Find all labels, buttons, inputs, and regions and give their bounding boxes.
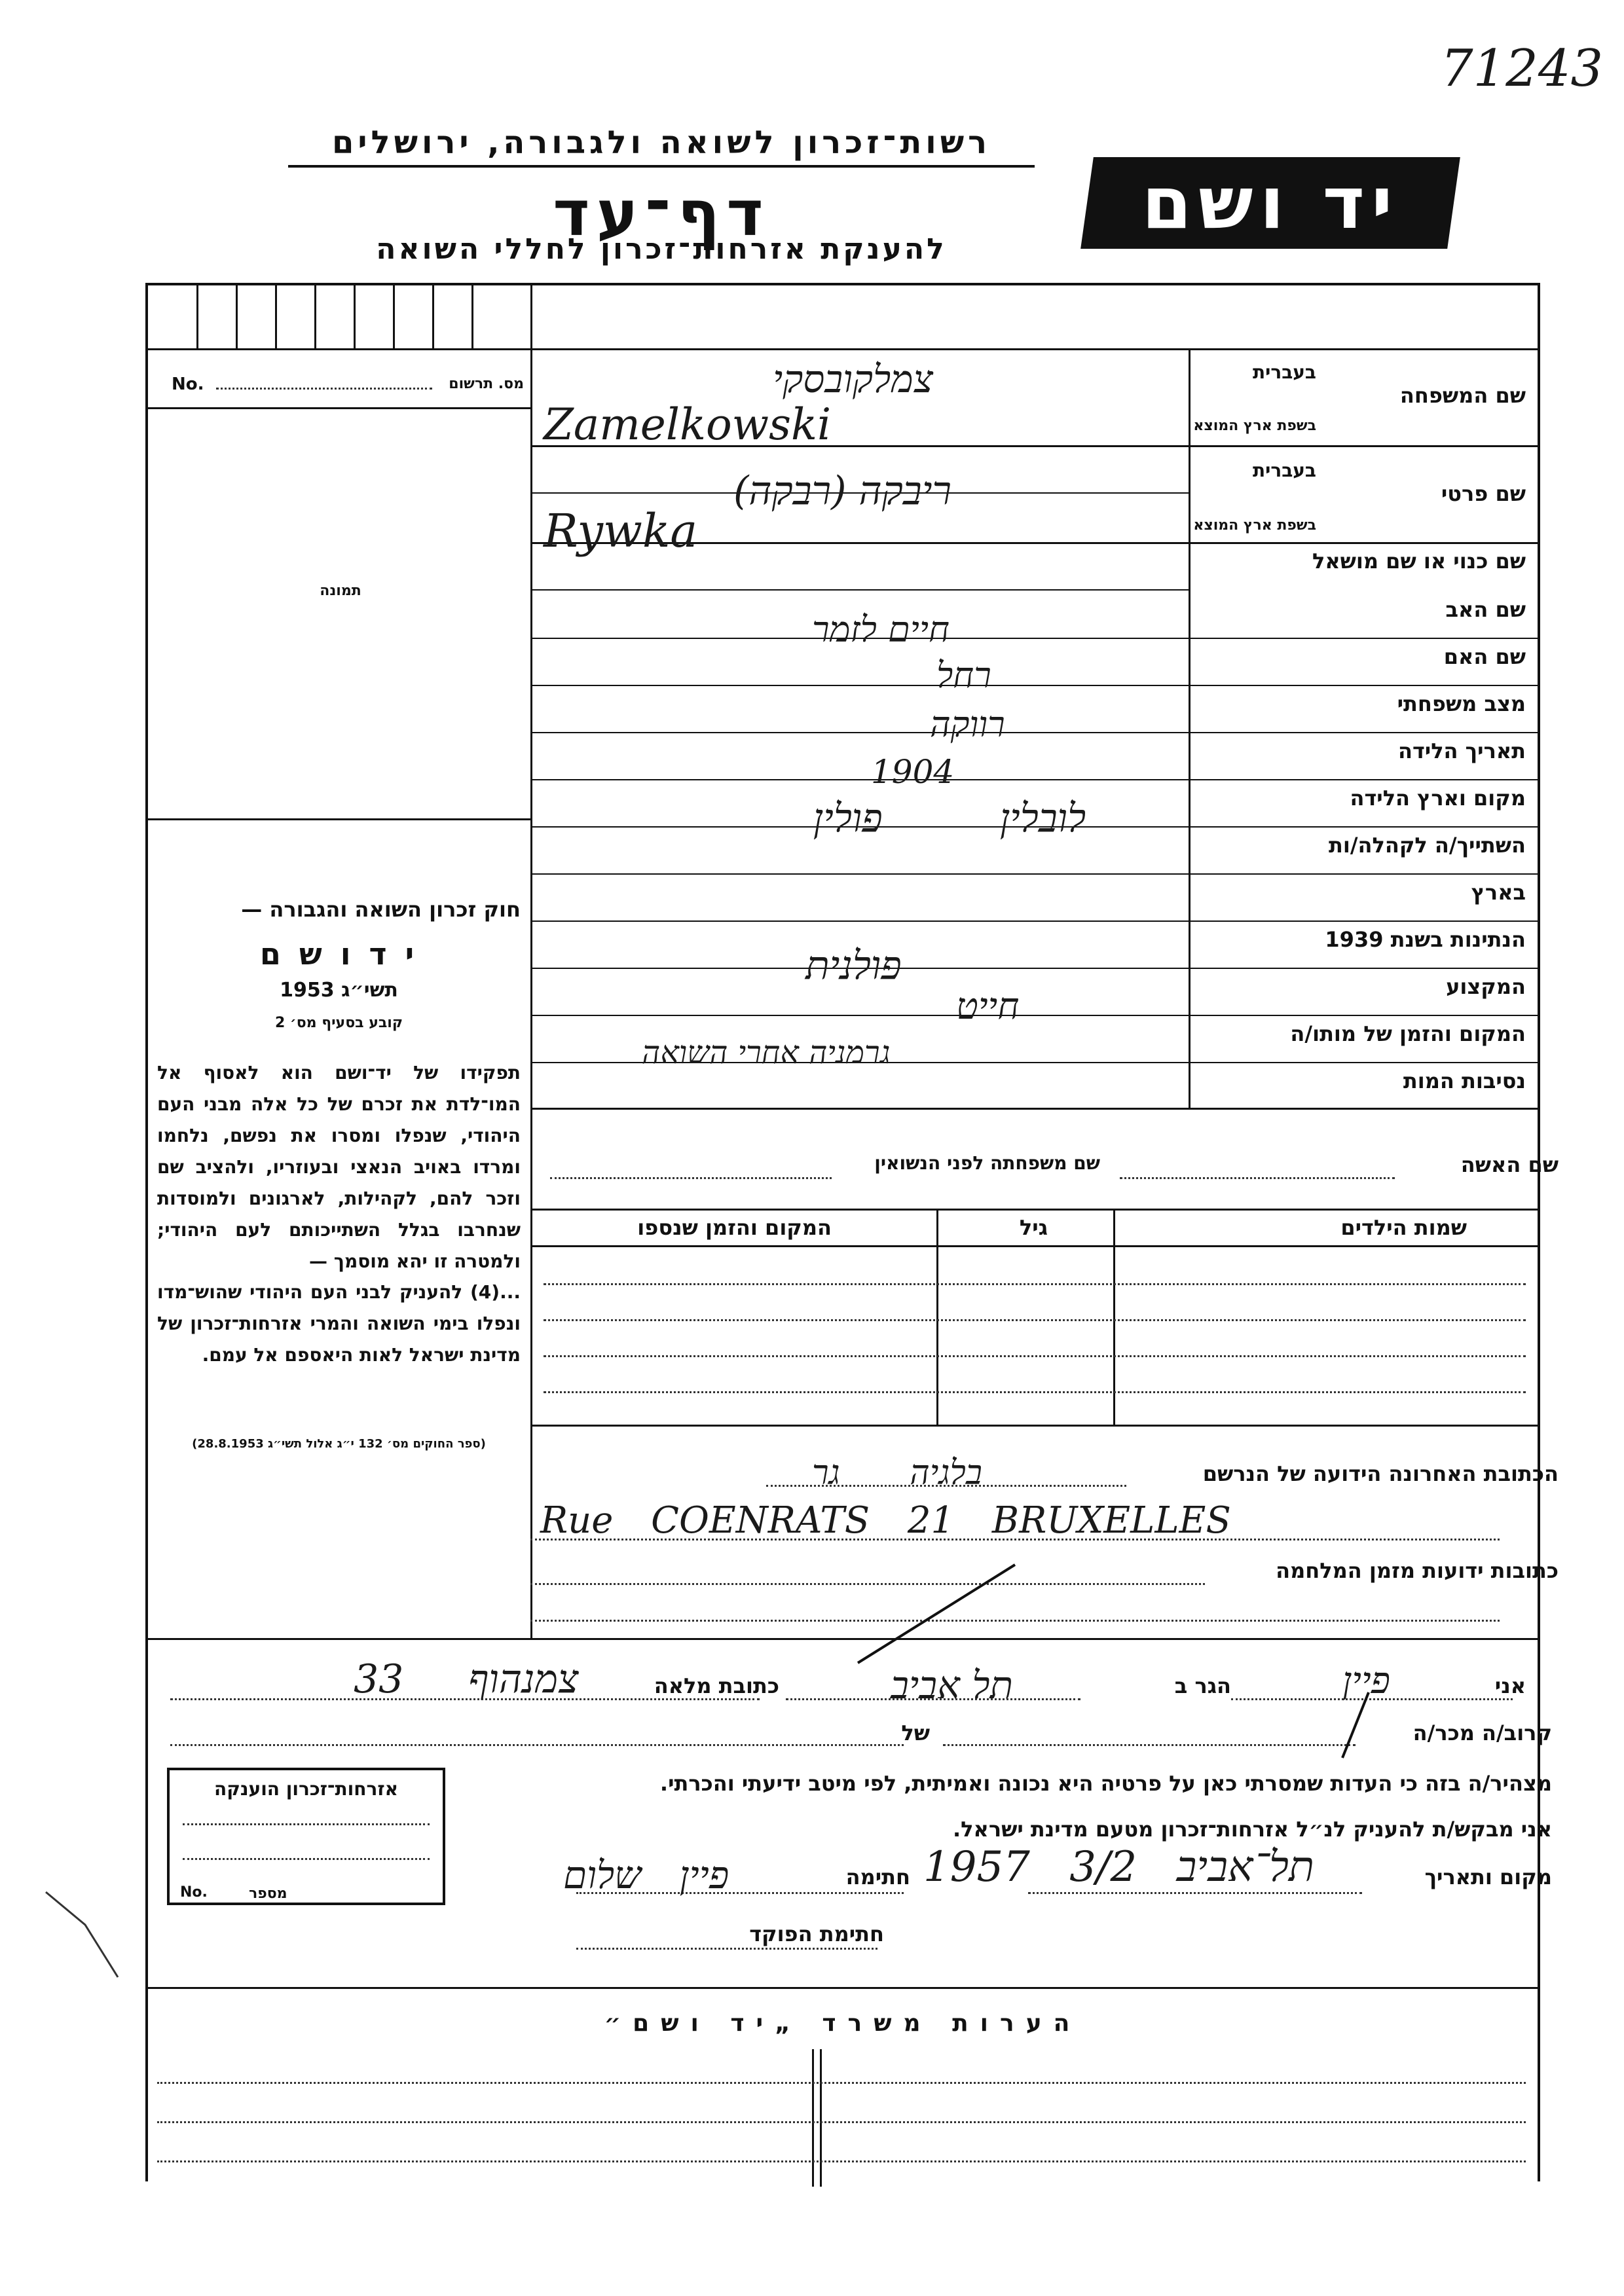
marital-status-value[interactable]: רווקה — [930, 704, 1005, 745]
mother-label: שם האם — [1443, 644, 1526, 669]
registration-no: No. — [172, 374, 204, 394]
signature-label: חתימה — [845, 1865, 910, 1889]
birth-place-value[interactable]: לובלין פולין — [813, 795, 1086, 841]
family-name-label: שם המשפחה — [1399, 383, 1526, 408]
family-name-origin-value[interactable]: Zamelkowski — [544, 399, 832, 450]
declarant-full-address-label: כתובת מלאה — [654, 1673, 779, 1698]
strike-line — [851, 1558, 1035, 1669]
signature-value[interactable]: פיין שלום — [563, 1853, 729, 1897]
law-name: י ד ו ש ם — [259, 936, 418, 972]
first-name-origin-value[interactable]: Rywka — [544, 504, 698, 558]
request-text: אני מבקש/ת להעניק לנ״ל אזרחות־זכרון מטעם מדינת ישראל. — [953, 1817, 1552, 1842]
declarant-city[interactable]: תל אביב — [891, 1663, 1013, 1707]
citizenship-granted-box — [167, 1768, 445, 1905]
last-address-value[interactable]: Rue COENRATS 21 BRUXELLES — [540, 1499, 1231, 1542]
citizenship-granted-no: No. — [180, 1884, 208, 1901]
law-paragraph-2: ...(4) להעניק לבני העם היהודי שהוש־מדו ונפלו בימי השואה והמרי אזרחות־זכרון של מדינת ישראל לאות היאספם אל עמם. — [157, 1281, 521, 1366]
place-date-value[interactable]: תל־אביב 3/2 1957 — [923, 1843, 1314, 1891]
birth-place-label: מקום וארץ הלידה — [1350, 786, 1526, 811]
citizenship-1939-value[interactable]: פולנית — [805, 943, 902, 989]
place-date-label: מקום ותאריך — [1424, 1865, 1552, 1889]
page-subtitle: להענקת אזרחות־זכרון לחללי השואה — [376, 232, 947, 266]
father-label: שם האב — [1445, 597, 1526, 622]
children-names-header: שמות הילדים — [1340, 1215, 1467, 1240]
margin-scribble — [39, 1886, 131, 1990]
declarant-name[interactable]: פיין — [1342, 1660, 1390, 1702]
nickname-label: שם כנוי או שם מושאל — [1312, 549, 1526, 574]
death-place-label: המקום והזמן של מותו/ה — [1290, 1021, 1526, 1046]
citizenship-granted-number-label: מספר — [249, 1886, 287, 1902]
law-paragraph-1: תפקידו של יד־ושם הוא לאסוף אל המו־לדת את זכרם של כל אלה מבני העם היהודי, שנפלו ומסרו את נפשם, נלחמו ומרדו באויב הנאצי ובעוזריו, ולהציב שם וזכר להם, לקהילות, לארגונים ולמוסדות שנחרבו בגלל השתייכותם לעם היהודי; ולמטרה זו יהא מוסמך — — [157, 1062, 521, 1272]
law-source: (ספר החוקים מס׳ 132 י״ג אלול תשי״ג 28.8.1953) — [192, 1437, 486, 1451]
wife-maiden-label: שם משפחתה לפני הנשואין — [874, 1152, 1100, 1174]
country-label: בארץ — [1471, 880, 1526, 905]
death-cause-label: נסיבות המות — [1403, 1068, 1526, 1093]
photo-label: תמונה — [320, 583, 361, 599]
last-address-hebrew-value[interactable]: בלגיה גר — [812, 1453, 982, 1493]
citizenship-1939-label: הנתינות בשנת 1939 — [1325, 927, 1526, 952]
law-title: חוק זכרון השואה והגבורה — — [241, 897, 521, 922]
declaration-text: מצהיר/ה בזה כי העדות שמסרתי כאן על פרטיה היא נכונה ואמיתית, לפי מיטב ידיעתי והכרתי. — [659, 1771, 1552, 1796]
mother-value[interactable]: רחל — [936, 655, 991, 696]
first-name-hebrew: בעברית — [1252, 460, 1316, 481]
family-name-hebrew: בעברית — [1252, 361, 1316, 383]
law-year: תשי״ג 1953 — [280, 979, 398, 1002]
office-notes-title: הערות משרד „יד ושם״ — [604, 2010, 1082, 2037]
corner-number: 71243 — [1441, 39, 1604, 98]
profession-label: המקצוע — [1446, 974, 1526, 999]
page-title: דף־עד — [553, 177, 770, 250]
first-name-hebrew-value[interactable]: ריבקה (רבקה) — [733, 468, 951, 514]
relative-of-label: של — [901, 1721, 930, 1745]
first-name-label: שם פרטי — [1441, 481, 1526, 506]
authority-line: רשות־זכרון לשואה ולגבורה, ירושלים — [288, 124, 1035, 168]
profession-value[interactable]: חייט — [956, 985, 1020, 1028]
birth-date-label: תאריך הלידה — [1397, 738, 1526, 763]
children-age-header: גיל — [1019, 1215, 1048, 1240]
declarant-lives-in: הגר ב — [1174, 1673, 1231, 1698]
family-name-origin: בשפת ארץ המוצא — [1193, 418, 1316, 434]
yad-vashem-logo — [1080, 157, 1460, 249]
first-name-origin: בשפת ארץ המוצא — [1193, 517, 1316, 534]
relative-strike — [1329, 1689, 1382, 1761]
logo-text: יד ושם — [1141, 161, 1399, 245]
community-label: השתייך/ה לקהלה/ות — [1328, 833, 1526, 858]
children-place-header: המקום והזמן שנספו — [637, 1215, 832, 1240]
last-address-label: הכתובת האחרונה הידועה של הנרשם — [1202, 1461, 1559, 1486]
death-place-value[interactable]: גרמניה אחרי השואה — [642, 1034, 891, 1071]
officer-signature-label: חתימת הפוקד — [749, 1922, 884, 1946]
father-value[interactable]: חיים לזמר — [812, 609, 950, 650]
marital-status-label: מצב משפחתי — [1397, 691, 1526, 716]
birth-date-value[interactable]: 1904 — [871, 753, 955, 791]
law-clause: קובע בסעיף מס׳ 2 — [274, 1015, 403, 1031]
wife-label: שם האשה — [1460, 1152, 1559, 1177]
citizenship-granted-title: אזרחות־זכרון הוענקה — [214, 1778, 398, 1800]
family-name-hebrew-value[interactable]: צמלקובסקי — [773, 357, 933, 401]
registration-label: מס. תרשום — [449, 376, 524, 392]
relative-label: קרוב/ה מכר/ה — [1412, 1721, 1552, 1745]
declarant-ani: אני — [1494, 1673, 1526, 1698]
war-address-label: כתובות ידועות מזמן המלחמה — [1276, 1558, 1559, 1583]
declarant-street[interactable]: צמנהוף 33 — [354, 1656, 579, 1702]
